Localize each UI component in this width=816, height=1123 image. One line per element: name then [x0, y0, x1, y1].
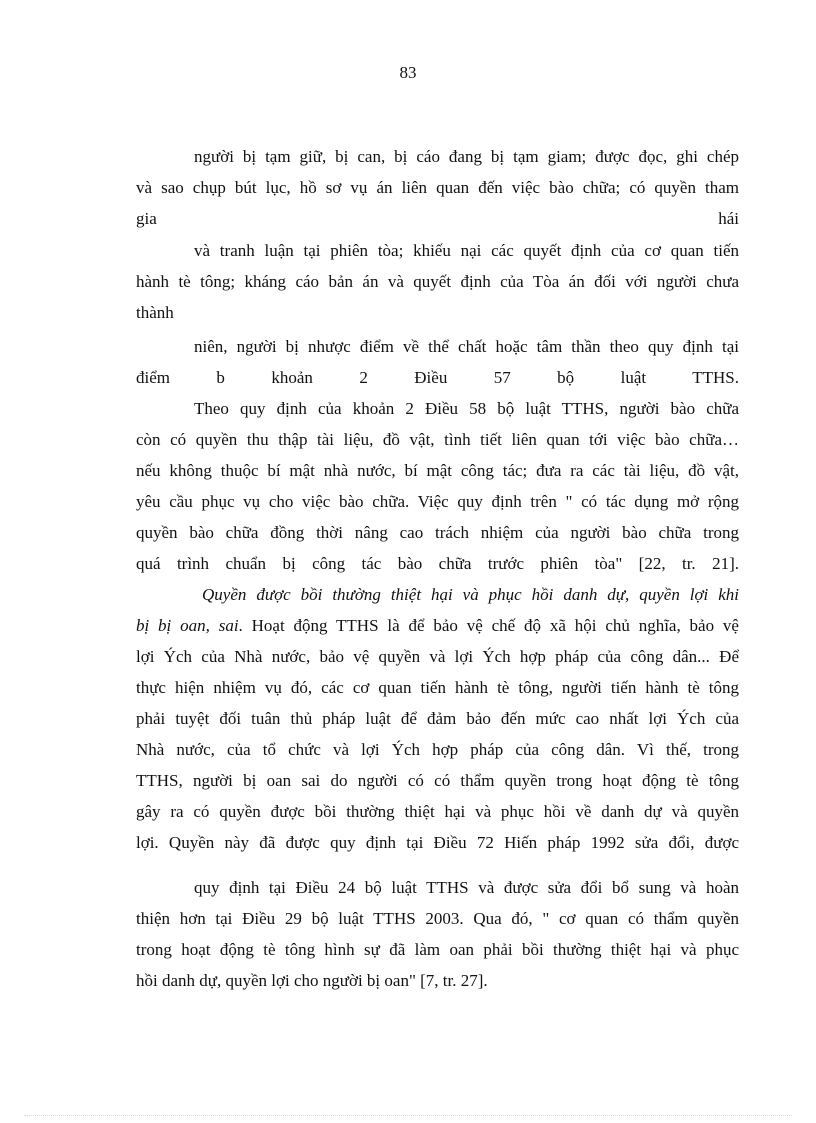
text-line: niên, người bị nhược điểm về thể chất hoặc tâm thần theo quy định tại — [194, 337, 739, 356]
text-fragment: gia — [136, 209, 157, 228]
paragraph-2 — [136, 235, 739, 328]
text-fragment: . Hoạt động TTHS là để bảo vệ chế độ xã hội chủ nghĩa, bảo vệ — [238, 616, 739, 635]
text-line — [136, 203, 739, 234]
text-line: người bị tạm giữ, bị can, bị cáo đang bị tạm giam; được đọc, ghi chép — [194, 147, 739, 166]
text-line: yêu cầu phục vụ cho việc bào chữa. Việc quy định trên " có tác dụng mở rộng — [136, 492, 739, 511]
paragraph-1 — [136, 141, 739, 234]
italic-heading-line: Quyền được bồi thường thiệt hại và phục hồi danh dự, quyền lợi khi — [202, 585, 739, 604]
text-line: lợi. Quyền này đã được quy định tại Điều 72 Hiến pháp 1992 sửa đổi, được — [136, 833, 739, 852]
text-line: hồi danh dự, quyền lợi cho người bị oan" [7, tr. 27]. — [136, 971, 488, 990]
text-line: thực hiện nhiệm vụ đó, các cơ quan tiến hành tè tông, người tiến hành tè tông — [136, 678, 739, 697]
text-line: thành — [136, 303, 174, 322]
page-bottom-border — [24, 1115, 792, 1116]
paragraph-3 — [136, 331, 739, 858]
text-line — [136, 610, 739, 641]
text-fragment: hái — [718, 209, 739, 228]
text-line: phải tuyệt đối tuân thủ pháp luật để đảm bảo đến mức cao nhất lợi Ých của — [136, 709, 739, 728]
text-line: lợi Ých của Nhà nước, bảo vệ quyền và lợi Ých hợp pháp của công dân... Để — [136, 647, 739, 666]
text-line: còn có quyền thu thập tài liệu, đồ vật, tình tiết liên quan tới việc bào chữa… — [136, 430, 739, 449]
italic-text: bị bị oan, sai — [136, 616, 239, 635]
text-line: Nhà nước, của tổ chức và lợi Ých hợp pháp của công dân. Vì thế, trong — [136, 740, 739, 759]
text-line: hành tè tông; kháng cáo bản án và quyết định của Tòa án đối với người chưa — [136, 272, 739, 291]
text-line: trong hoạt động tè tông hình sự đã làm oan phải bồi thường thiệt hại và phục — [136, 940, 739, 959]
text-line: điểm b khoản 2 Điều 57 bộ luật TTHS. — [136, 368, 739, 387]
text-line: Theo quy định của khoản 2 Điều 58 bộ luật TTHS, người bào chữa — [194, 399, 739, 418]
text-line: gây ra có quyền được bồi thường thiệt hại và phục hồi về danh dự và quyền — [136, 802, 739, 821]
text-line: TTHS, người bị oan sai do người có có thẩm quyền trong hoạt động tè tông — [136, 771, 739, 790]
text-line: quá trình chuẩn bị công tác bào chữa trước phiên tòa" [22, tr. 21]. — [136, 554, 739, 573]
text-line: quyền bào chữa đồng thời nâng cao trách nhiệm của người bào chữa trong — [136, 523, 739, 542]
page-number: 83 — [399, 63, 417, 82]
text-line: nếu không thuộc bí mật nhà nước, bí mật công tác; đưa ra các tài liệu, đồ vật, — [136, 461, 739, 480]
paragraph-4 — [136, 872, 739, 996]
text-line: và sao chụp bút lục, hồ sơ vụ án liên quan đến việc bào chữa; có quyền tham — [136, 178, 739, 197]
text-line: và tranh luận tại phiên tòa; khiếu nại các quyết định của cơ quan tiến — [194, 241, 739, 260]
text-line: thiện hơn tại Điều 29 bộ luật TTHS 2003. Qua đó, " cơ quan có thẩm quyền — [136, 909, 739, 928]
text-line: quy định tại Điều 24 bộ luật TTHS và được sửa đổi bổ sung và hoàn — [194, 878, 739, 897]
